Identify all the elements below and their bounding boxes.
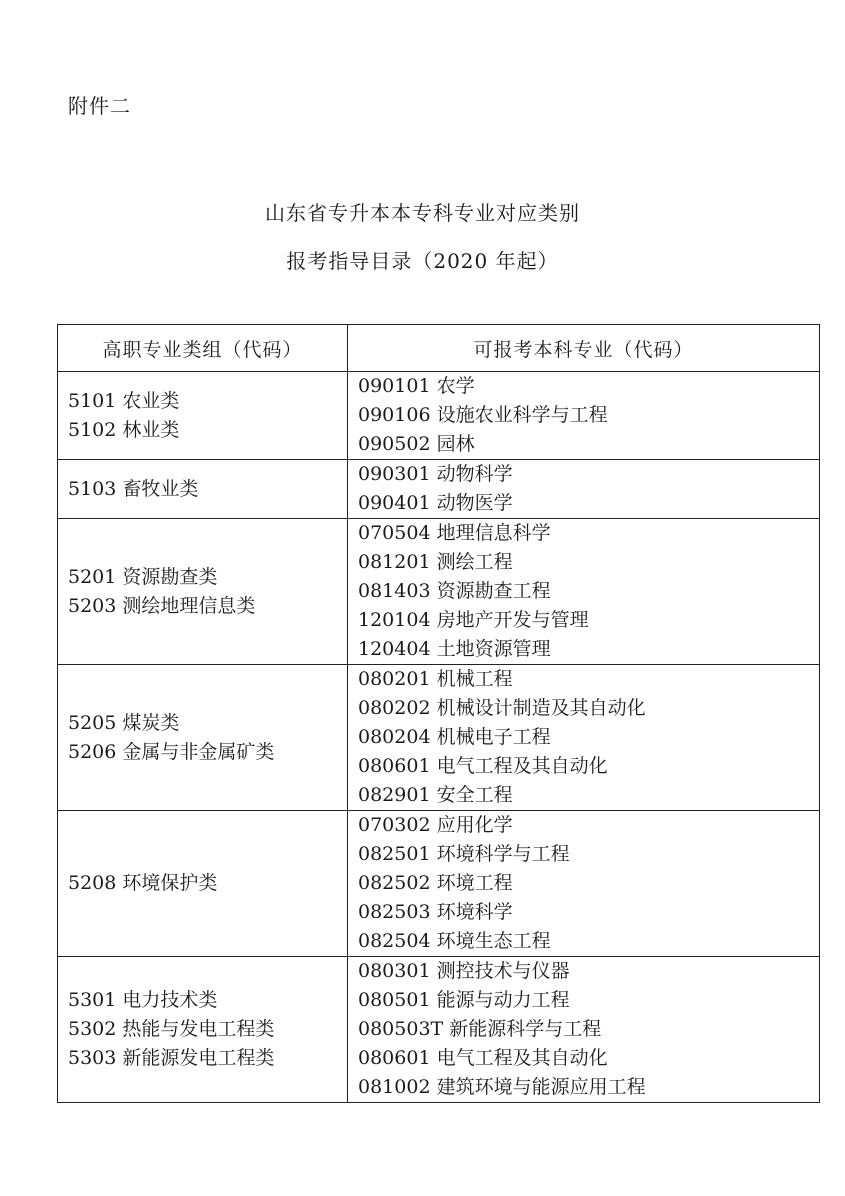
undergraduate-major-item: 082501 环境科学与工程 — [358, 843, 570, 865]
vocational-group-cell — [58, 460, 348, 519]
table-header-row — [58, 325, 820, 372]
table-row — [58, 372, 820, 460]
vocational-group-item: 5301 电力技术类 — [68, 989, 218, 1011]
undergraduate-major-cell — [348, 665, 820, 811]
header-vocational-group: 高职专业类组（代码） — [58, 325, 348, 372]
undergraduate-major-item: 120104 房地产开发与管理 — [358, 609, 589, 631]
undergraduate-major-item: 120404 土地资源管理 — [358, 638, 551, 660]
vocational-group-cell — [58, 519, 348, 665]
undergraduate-major-item: 082901 安全工程 — [358, 784, 513, 806]
vocational-group-item: 5302 热能与发电工程类 — [68, 1018, 275, 1040]
vocational-group-item: 5303 新能源发电工程类 — [68, 1047, 275, 1069]
vocational-group-cell — [58, 957, 348, 1103]
vocational-group-item: 5208 环境保护类 — [68, 872, 218, 894]
undergraduate-major-item: 081201 测绘工程 — [358, 551, 513, 573]
undergraduate-major-item: 080204 机械电子工程 — [358, 726, 551, 748]
undergraduate-major-item: 090502 园林 — [358, 433, 475, 455]
undergraduate-major-item: 080601 电气工程及其自动化 — [358, 1047, 608, 1069]
vocational-group-item: 5201 资源勘查类 — [68, 565, 218, 588]
undergraduate-major-item: 082502 环境工程 — [358, 872, 513, 894]
undergraduate-major-item: 080601 电气工程及其自动化 — [358, 755, 608, 777]
undergraduate-major-item: 080301 测控技术与仪器 — [358, 960, 570, 982]
undergraduate-major-item: 080501 能源与动力工程 — [358, 989, 570, 1011]
vocational-group-item: 5102 林业类 — [68, 418, 180, 441]
undergraduate-major-cell — [348, 460, 820, 519]
undergraduate-major-item: 082504 环境生态工程 — [358, 930, 551, 952]
undergraduate-major-item: 090301 动物科学 — [358, 463, 513, 485]
vocational-group-cell — [58, 665, 348, 811]
undergraduate-major-item: 080202 机械设计制造及其自动化 — [358, 697, 646, 719]
undergraduate-major-item: 081002 建筑环境与能源应用工程 — [358, 1076, 646, 1098]
undergraduate-major-item: 082503 环境科学 — [358, 901, 513, 923]
undergraduate-major-item: 090106 设施农业科学与工程 — [358, 404, 608, 426]
attachment-label: 附件二 — [68, 94, 131, 118]
table-row — [58, 519, 820, 665]
header-undergraduate-major: 可报考本科专业（代码） — [348, 325, 820, 372]
vocational-group-item: 5101 农业类 — [68, 389, 180, 412]
vocational-group-cell — [58, 372, 348, 460]
major-mapping-table — [57, 324, 820, 1103]
undergraduate-major-cell — [348, 957, 820, 1103]
undergraduate-major-item: 070504 地理信息科学 — [358, 522, 551, 544]
vocational-group-item: 5206 金属与非金属矿类 — [68, 740, 275, 763]
undergraduate-major-item: 070302 应用化学 — [358, 814, 513, 836]
vocational-group-item: 5205 煤炭类 — [68, 711, 180, 734]
table-row — [58, 957, 820, 1103]
undergraduate-major-cell — [348, 372, 820, 460]
table-row — [58, 665, 820, 811]
document-subtitle: 报考指导目录（2020 年起） — [286, 249, 559, 273]
table-row — [58, 460, 820, 519]
document-title: 山东省专升本本专科专业对应类别 — [265, 201, 580, 225]
undergraduate-major-item: 080201 机械工程 — [358, 668, 513, 690]
undergraduate-major-item: 080503T 新能源科学与工程 — [358, 1018, 602, 1040]
vocational-group-cell — [58, 811, 348, 957]
undergraduate-major-cell — [348, 519, 820, 665]
vocational-group-item: 5103 畜牧业类 — [68, 477, 199, 500]
undergraduate-major-item: 090101 农学 — [358, 375, 475, 397]
table-body — [58, 372, 820, 1103]
undergraduate-major-cell — [348, 811, 820, 957]
vocational-group-item: 5203 测绘地理信息类 — [68, 594, 256, 617]
undergraduate-major-item: 081403 资源勘查工程 — [358, 580, 551, 602]
table-row — [58, 811, 820, 957]
undergraduate-major-item: 090401 动物医学 — [358, 492, 513, 514]
